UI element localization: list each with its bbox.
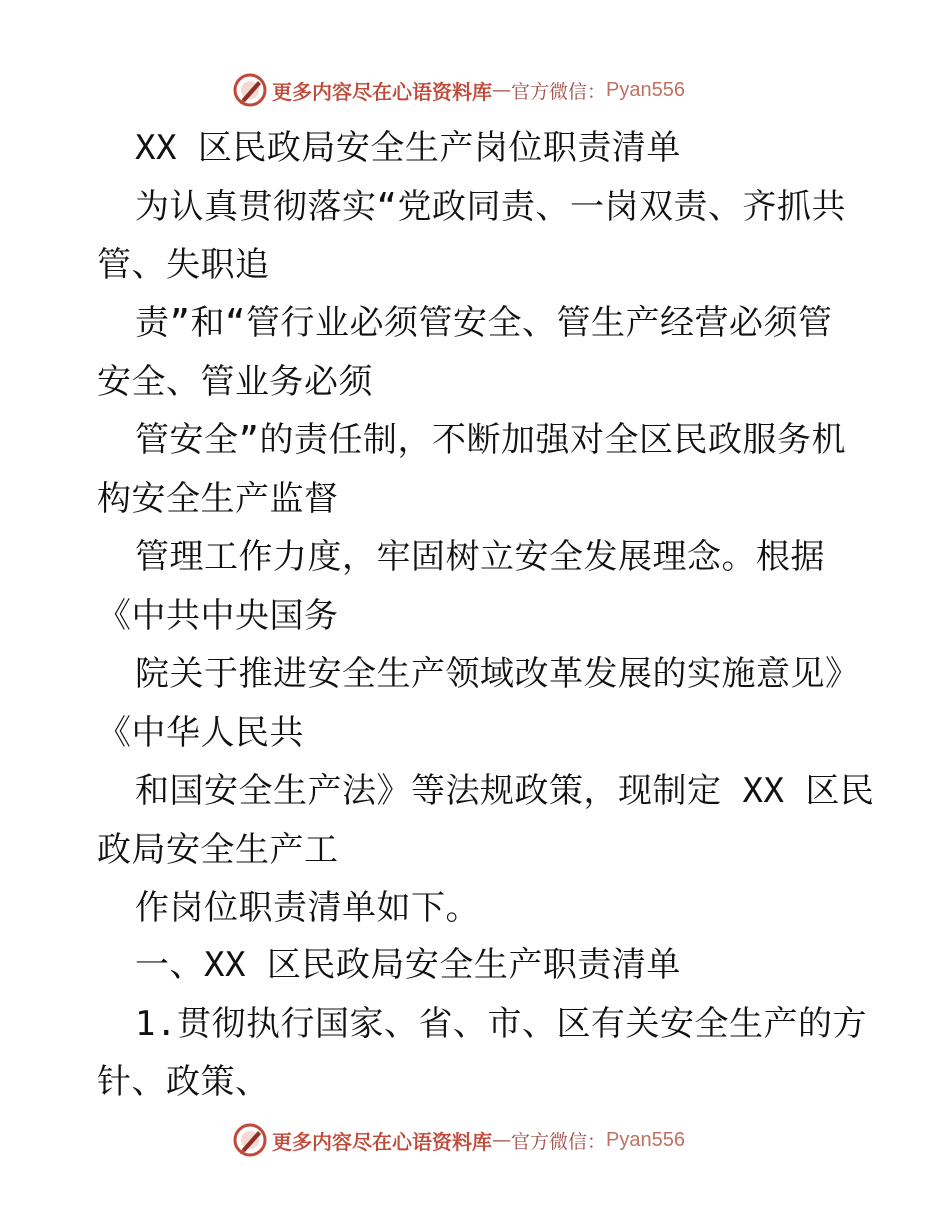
paragraph-line: 管理工作力度，牢固树立安全发展理念。根据	[135, 537, 825, 577]
paragraph-line: 《中华人民共	[97, 713, 304, 753]
watermark-dash: —	[492, 79, 511, 101]
document-title: XX 区民政局安全生产岗位职责清单	[135, 128, 681, 168]
watermark-banner-bottom	[232, 1120, 685, 1160]
pen-logo-icon	[232, 72, 268, 108]
watermark-banner-top	[232, 70, 685, 110]
paragraph-line: 责”和“管行业必须管安全、管生产经营必须管	[135, 303, 833, 343]
paragraph-line: 管安全”的责任制，不断加强对全区民政服务机	[135, 420, 846, 460]
pen-logo-icon	[232, 1122, 268, 1158]
section-heading: 一、XX 区民政局安全生产职责清单	[135, 945, 681, 985]
paragraph-line: 院关于推进安全生产领域改革发展的实施意见》	[135, 654, 860, 694]
paragraph-line: 政局安全生产工	[97, 830, 339, 870]
watermark-dash: —	[492, 1129, 511, 1151]
watermark-id-text: Pyan556	[606, 1128, 685, 1151]
paragraph-line: 安全、管业务必须	[97, 362, 373, 402]
list-item-continuation: 针、政策、	[97, 1062, 270, 1102]
list-item: 1.贯彻执行国家、省、市、区有关安全生产的方	[135, 1004, 867, 1044]
paragraph-line: 《中共中央国务	[97, 596, 339, 636]
paragraph-line: 构安全生产监督	[97, 479, 339, 519]
paragraph-line: 和国安全生产法》等法规政策，现制定 XX 区民	[135, 771, 875, 811]
watermark-main-text: 更多内容尽在心语资料库	[272, 1129, 492, 1154]
paragraph-line: 为认真贯彻落实“党政同责、一岗双责、齐抓共	[135, 187, 846, 227]
watermark-sub-text: 官方微信：	[511, 80, 607, 103]
watermark-main-text: 更多内容尽在心语资料库	[272, 79, 492, 104]
paragraph-line: 作岗位职责清单如下。	[135, 888, 480, 928]
paragraph-line: 管、失职追	[97, 245, 270, 285]
watermark-sub-text: 官方微信：	[511, 1130, 607, 1153]
watermark-id-text: Pyan556	[606, 78, 685, 101]
